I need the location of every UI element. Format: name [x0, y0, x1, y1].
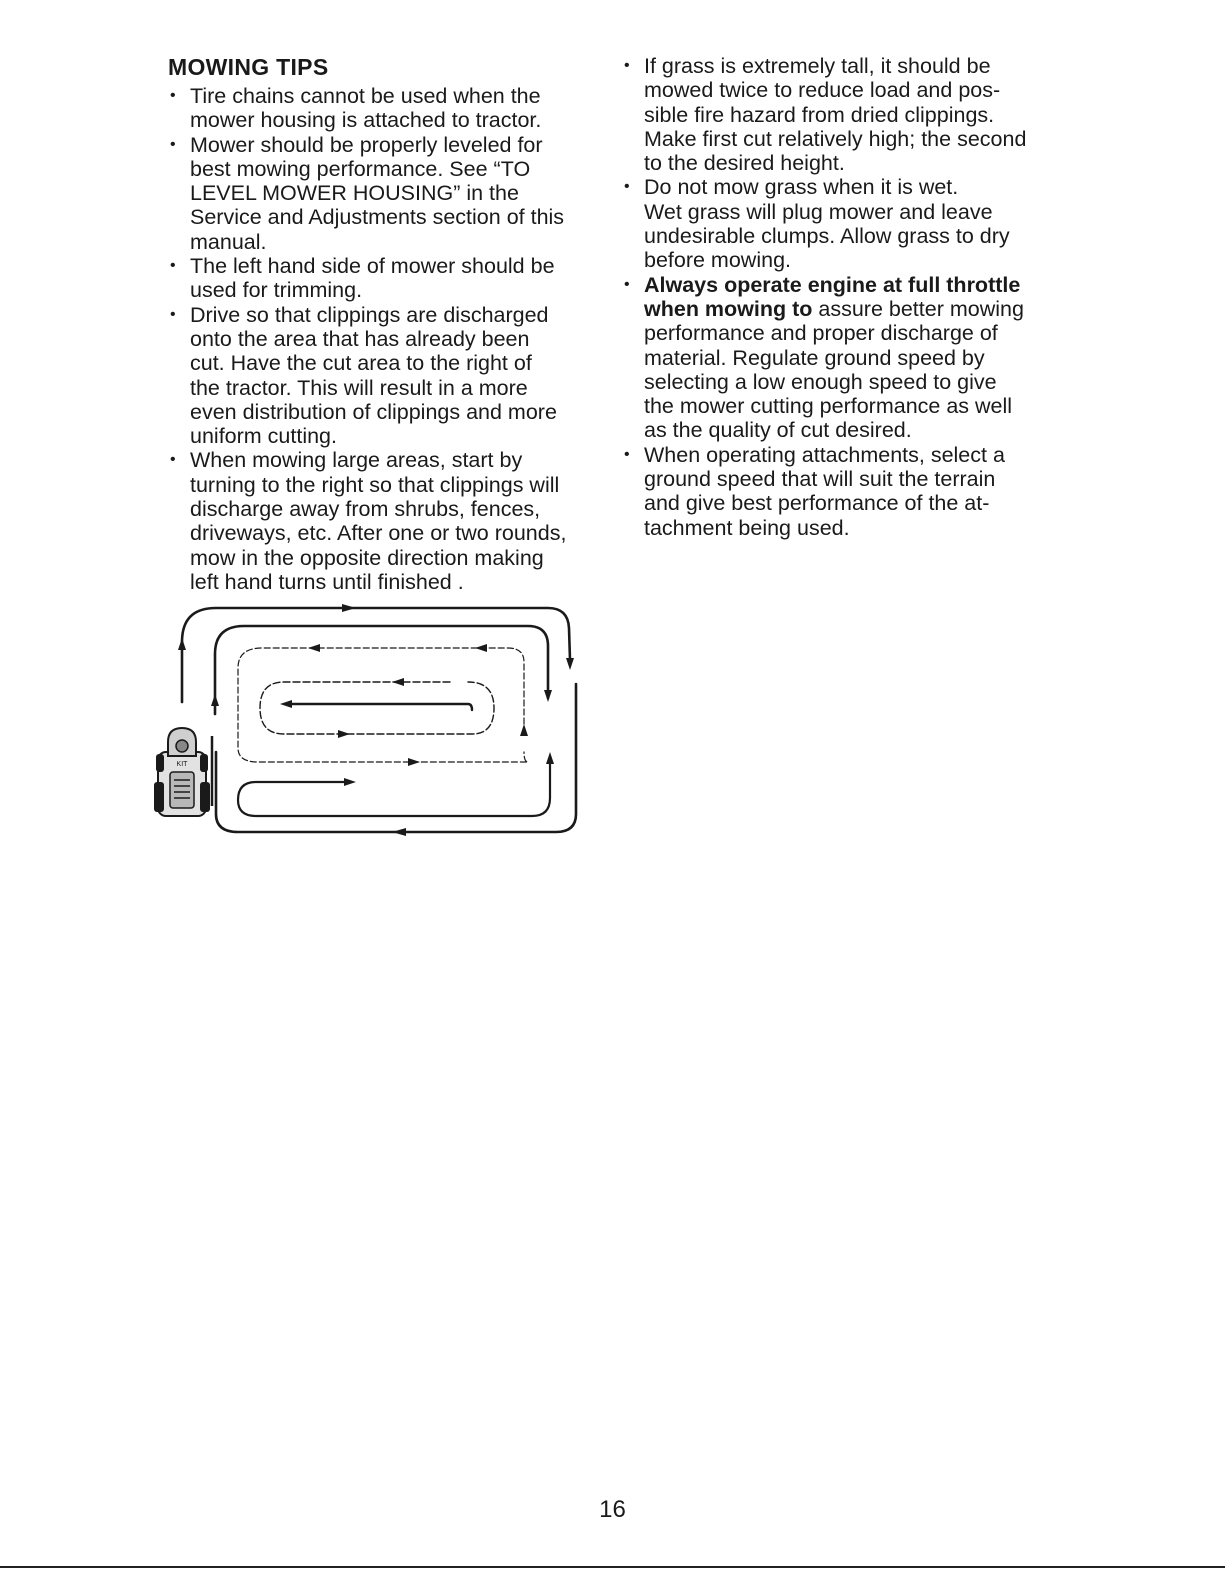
- text-line: assure better mowing: [812, 296, 1024, 321]
- second-pass: [215, 626, 548, 714]
- list-item: [168, 133, 618, 254]
- arrow-left-icon: [280, 700, 292, 708]
- text-line: to the desired height.: [644, 151, 845, 176]
- text-line: manual.: [190, 229, 267, 254]
- mowing-pattern-diagram: [150, 602, 590, 847]
- bottom-rule: [0, 1566, 1225, 1568]
- text-line: turning to the right so that clippings will: [190, 472, 560, 497]
- text-line: • Drive so that clippings are discharged: [190, 302, 549, 327]
- tractor-badge: KIT: [176, 761, 188, 768]
- mowing-path: [182, 608, 576, 832]
- arrow-up-icon: [178, 638, 186, 650]
- text-line: sible fire hazard from dried clippings.: [644, 102, 995, 127]
- arrow-right-icon: [342, 604, 356, 612]
- text-line: Wet grass will plug mower and leave: [644, 199, 993, 224]
- text-line: mower housing is attached to tractor.: [190, 108, 542, 133]
- text-line: driveways, etc. After one or two rounds,: [190, 521, 567, 546]
- arrow-down-icon: [544, 690, 552, 702]
- text-line: and give best performance of the at-: [644, 491, 990, 516]
- arrow-left-icon: [392, 828, 406, 836]
- arrow-left-icon: [392, 678, 404, 686]
- arrow-up-icon: [211, 694, 219, 706]
- text-line: uniform cutting.: [190, 424, 337, 449]
- list-item: [622, 443, 1072, 540]
- arrow-right-icon: [344, 778, 356, 786]
- list-item: [622, 54, 1072, 175]
- text-line: as the quality of cut desired.: [644, 418, 912, 443]
- list-item: [168, 84, 618, 133]
- arrow-up-icon: [520, 724, 528, 736]
- text-line: material. Regulate ground speed by: [644, 345, 985, 370]
- bottom-loop: [238, 760, 550, 816]
- inner-ring: [260, 682, 494, 734]
- arrow-right-icon: [338, 730, 350, 738]
- text-line: before mowing.: [644, 248, 791, 273]
- section-heading: MOWING TIPS: [168, 54, 329, 80]
- arrow-left-icon: [308, 644, 320, 652]
- text-line: used for trimming.: [190, 278, 363, 303]
- text-line: • If grass is extremely tall, it should be: [644, 54, 991, 78]
- text-line: performance and proper discharge of: [644, 321, 998, 346]
- text-line: Make first cut relatively high; the second: [644, 126, 1027, 151]
- text-line: mow in the opposite direction making: [190, 545, 544, 570]
- list-item: [622, 273, 1072, 443]
- text-line: cut. Have the cut area to the right of: [190, 351, 532, 376]
- text-line: • Mower should be properly leveled for: [190, 132, 543, 157]
- text-line: Service and Adjustments section of this: [190, 205, 565, 230]
- inner-track: [286, 704, 472, 710]
- text-line: the mower cutting performance as well: [644, 394, 1013, 419]
- text-line: tachment being used.: [644, 515, 850, 540]
- bold-text-line: • Always operate engine at full throttle: [644, 272, 1021, 297]
- list-item: [168, 303, 618, 449]
- outer-pass: [182, 608, 570, 702]
- arrow-left-icon: [475, 644, 487, 652]
- arrow-up-icon: [546, 752, 554, 764]
- text-line: selecting a low enough speed to give: [644, 369, 997, 394]
- list-item: [622, 175, 1072, 272]
- riding-mower-icon: [154, 728, 212, 816]
- bold-text: when mowing to: [644, 296, 813, 321]
- text-line: undesirable clumps. Allow grass to dry: [644, 224, 1010, 249]
- text-line: best mowing performance. See “TO: [190, 156, 531, 181]
- list-item: [168, 254, 618, 303]
- text-line: onto the area that has already been: [190, 326, 530, 351]
- text-line: • When mowing large areas, start by: [190, 448, 523, 473]
- page-number: 16: [599, 1496, 626, 1523]
- text-line: left hand turns until finished .: [190, 569, 464, 594]
- text-line: LEVEL MOWER HOUSING” in the: [190, 181, 519, 206]
- text-line: the tractor. This will result in a more: [190, 375, 528, 400]
- text-line: mowed twice to reduce load and pos-: [644, 78, 1001, 103]
- text-line: • The left hand side of mower should be: [190, 254, 555, 279]
- arrow-right-icon: [408, 758, 420, 766]
- list-item: [168, 448, 618, 594]
- outer-return: [216, 684, 576, 832]
- text-line: ground speed that will suit the terrain: [644, 467, 996, 492]
- text-line: even distribution of clippings and more: [190, 399, 557, 424]
- arrow-down-icon: [566, 658, 574, 670]
- mowing-tips-left-list: [168, 84, 618, 594]
- text-line: discharge away from shrubs, fences,: [190, 497, 541, 522]
- text-line: • Tire chains cannot be used when the: [190, 84, 541, 108]
- text-line: • Do not mow grass when it is wet.: [644, 175, 959, 200]
- mowing-tips-right-list: [622, 54, 1072, 540]
- text-line: • When operating attachments, select a: [644, 442, 1005, 467]
